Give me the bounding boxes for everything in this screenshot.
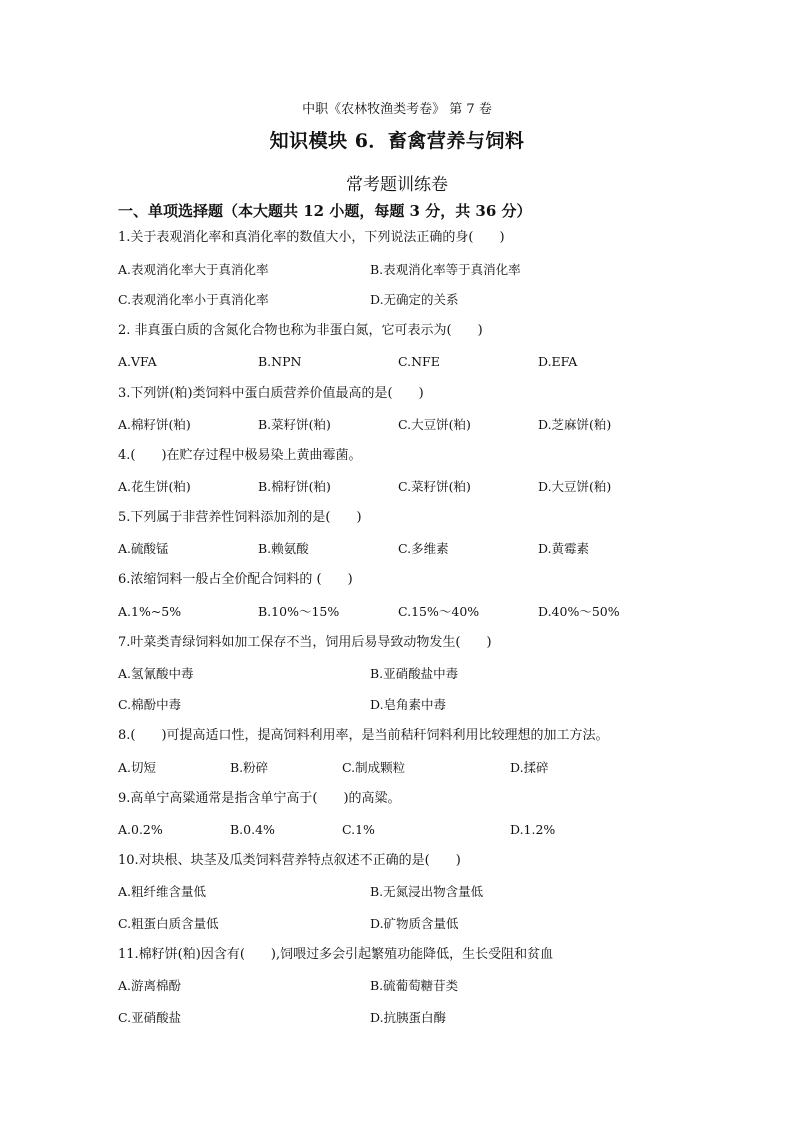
- question-stem: 8.( )可提高适口性，提高饲料利用率，是当前秸秆饲料利用比较理想的加工方法。: [118, 728, 609, 743]
- option-d: D.皂角素中毒: [370, 697, 447, 712]
- option-d: D.矿物质含量低: [370, 916, 459, 931]
- question-stem: 2. 非真蛋白质的含氮化合物也称为非蛋白氮，它可表示为( ): [118, 323, 483, 338]
- option-b: B.10%～15%: [258, 604, 340, 619]
- option-c: C.1%: [342, 822, 375, 837]
- option-a: A.表观消化率大于真消化率: [118, 262, 269, 277]
- question-stem: 9.高单宁高粱通常是指含单宁高于( )的高粱。: [118, 791, 401, 806]
- option-b: B.无氮浸出物含量低: [370, 884, 484, 899]
- option-d: D.大豆饼(粕): [538, 479, 612, 494]
- section-heading: 一、单项选择题（本大题共 12 小题，每题 3 分，共 36 分）: [118, 202, 532, 220]
- option-a: A.0.2%: [118, 822, 163, 837]
- option-d: D.EFA: [538, 354, 578, 369]
- question-stem: 5.下列属于非营养性饲料添加剂的是( ): [118, 510, 362, 525]
- question-stem: 11.棉籽饼(粕)因含有( ),饲喂过多会引起繁殖功能降低，生长受阻和贫血: [118, 947, 554, 962]
- option-b: B.菜籽饼(粕): [258, 417, 331, 432]
- option-b: B.亚硝酸盐中毒: [370, 666, 459, 681]
- option-a: A.粗纤维含量低: [118, 884, 207, 899]
- option-d: D.揉碎: [510, 760, 549, 775]
- page-title: 知识模块 6．畜禽营养与饲料: [269, 130, 525, 152]
- option-c: C.多维素: [398, 541, 449, 556]
- option-b: B.表观消化率等于真消化率: [370, 262, 521, 277]
- option-c: C.15%～40%: [398, 604, 480, 619]
- option-a: A.VFA: [118, 354, 157, 369]
- option-d: D.芝麻饼(粕): [538, 417, 612, 432]
- option-d: D.40%～50%: [538, 604, 620, 619]
- option-a: A.游离棉酚: [118, 978, 182, 993]
- page-subtitle: 常考题训练卷: [346, 175, 448, 195]
- question-stem: 3.下列饼(粕)类饲料中蛋白质营养价值最高的是( ): [118, 386, 424, 401]
- option-d: D.1.2%: [510, 822, 556, 837]
- option-c: C.亚硝酸盐: [118, 1010, 182, 1025]
- option-c: C.粗蛋白质含量低: [118, 916, 219, 931]
- exam-series-label: 中职《农林牧渔类考卷》 第 7 卷: [302, 102, 492, 117]
- option-b: B.NPN: [258, 354, 302, 369]
- question-stem: 7.叶菜类青绿饲料如加工保存不当，饲用后易导致动物发生( ): [118, 635, 492, 650]
- option-d: D.黄霉素: [538, 541, 590, 556]
- option-c: C.棉酚中毒: [118, 697, 182, 712]
- option-a: A.氢氰酸中毒: [118, 666, 194, 681]
- option-b: B.棉籽饼(粕): [258, 479, 331, 494]
- question-stem: 6.浓缩饲料一般占全价配合饲料的 ( ): [118, 572, 353, 587]
- option-a: A.棉籽饼(粕): [118, 417, 191, 432]
- option-a: A.花生饼(粕): [118, 479, 191, 494]
- option-b: B.赖氨酸: [258, 541, 309, 556]
- option-a: A.1%~5%: [118, 604, 182, 619]
- option-c: C.制成颗粒: [342, 760, 406, 775]
- option-b: B.粉碎: [230, 760, 269, 775]
- option-a: A.切短: [118, 760, 157, 775]
- option-a: A.硫酸锰: [118, 541, 169, 556]
- option-c: C.NFE: [398, 354, 440, 369]
- question-stem: 10.对块根、块茎及瓜类饲料营养特点叙述不正确的是( ): [118, 853, 461, 868]
- option-b: B.0.4%: [230, 822, 275, 837]
- option-b: B.硫葡萄糖苷类: [370, 978, 459, 993]
- option-c: C.大豆饼(粕): [398, 417, 471, 432]
- option-d: D.抗胰蛋白酶: [370, 1010, 447, 1025]
- option-c: C.表观消化率小于真消化率: [118, 292, 269, 307]
- option-c: C.菜籽饼(粕): [398, 479, 471, 494]
- question-stem: 1.关于表观消化率和真消化率的数值大小，下列说法正确的身( ): [118, 230, 505, 245]
- question-stem: 4.( )在贮存过程中极易染上黄曲霉菌。: [118, 448, 362, 463]
- option-d: D.无确定的关系: [370, 292, 459, 307]
